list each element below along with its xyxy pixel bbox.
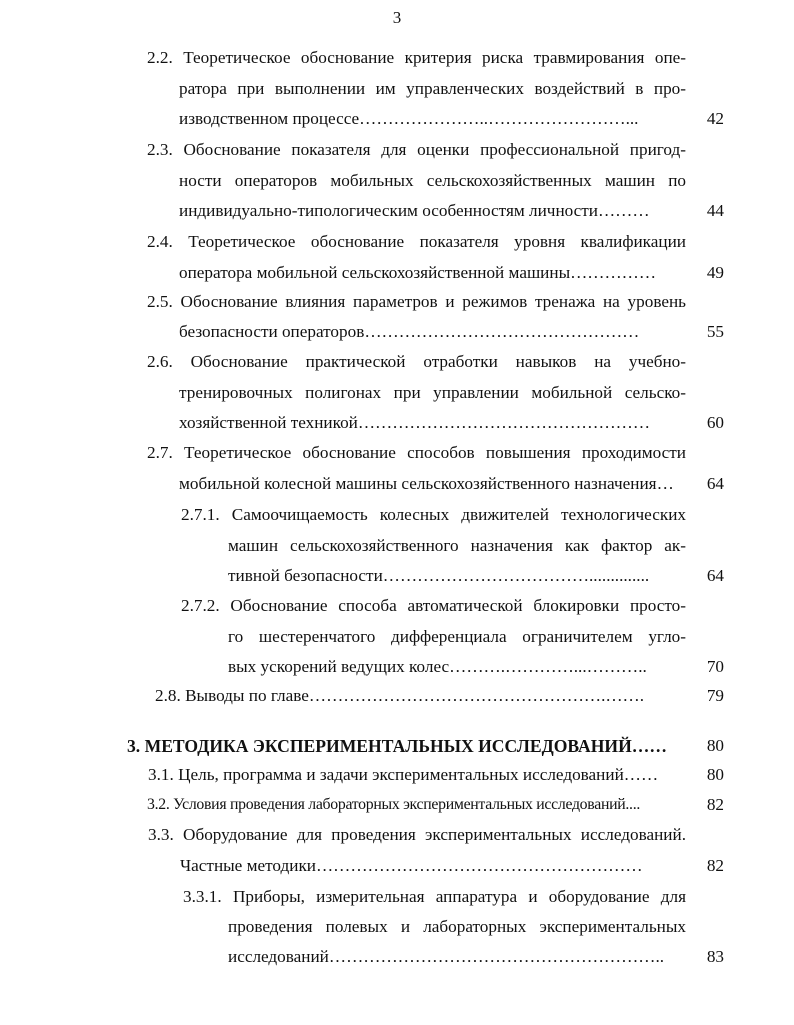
toc-entry-line: тивной безопасности……………………………….............. (228, 566, 650, 585)
toc-entry-line: го шестеренчатого дифференциала ограничителем угло- (228, 626, 686, 646)
toc-entry-line: мобильной колесной машины сельскохозяйственного назначения… (179, 473, 674, 493)
toc-entry-page: 70 (706, 657, 724, 676)
toc-entry-page: 82 (706, 855, 724, 875)
toc-entry-line: 2.7.1. Самоочищаемость колесных движителей технологических (181, 505, 686, 524)
page-number: 3 (392, 8, 402, 27)
toc-entry-line: 3.3.1. Приборы, измерительная аппаратура и оборудование для (183, 887, 686, 906)
toc-entry-page: 64 (706, 473, 724, 493)
toc-entry-page: 42 (706, 109, 724, 129)
toc-entry-line: проведения полевых и лабораторных экспериментальных (228, 917, 686, 936)
toc-entry-page: 49 (706, 262, 724, 282)
toc-entry-line: 2.2. Теоретическое обоснование критерия риска травмирования опе- (147, 48, 686, 67)
toc-entry-page: 79 (706, 686, 724, 705)
toc-entry-line: хозяйственной техникой…………………………………………… (179, 413, 651, 432)
toc-entry-page: 60 (706, 413, 724, 432)
toc-entry-line: 2.6. Обоснование практической отработки навыков на учебно- (147, 352, 686, 371)
toc-entry-line: машин сельскохозяйственного назначения как фактор ак- (228, 535, 686, 555)
toc-entry-line: исследований………………………………………………….. (228, 947, 665, 966)
toc-entry-page: 82 (706, 795, 724, 814)
toc-entry-line: оператора мобильной сельскохозяйственной машины…………… (179, 262, 657, 282)
toc-entry-line: изводственном процессе…………………..……………………... (179, 109, 639, 129)
toc-entry-page: 83 (706, 947, 724, 966)
toc-entry-line: 3. МЕТОДИКА ЭКСПЕРИМЕНТАЛЬНЫХ ИССЛЕДОВАНИЙ…… (127, 736, 667, 756)
toc-entry-page: 44 (706, 201, 724, 221)
toc-entry-line: 3.1. Цель, программа и задачи экспериментальных исследований…… (148, 765, 659, 784)
toc-entry-line: 2.5. Обоснование влияния параметров и режимов тренажа на уровень (147, 292, 686, 311)
toc-entry-line: 3.3. Оборудование для проведения экспериментальных исследований. (148, 825, 686, 844)
toc-entry-line: тренировочных полигонах при управлении мобильной сельско- (179, 382, 686, 402)
toc-entry-line: Частные методики………………………………………………… (180, 855, 643, 875)
toc-entry-line: 2.7.2. Обоснование способа автоматической блокировки просто- (181, 596, 686, 615)
toc-entry-line: 2.7. Теоретическое обоснование способов повышения проходимости (147, 443, 686, 462)
toc-entry-line: 2.4. Теоретическое обоснование показателя уровня квалификации (147, 232, 686, 251)
toc-entry-page: 55 (706, 322, 724, 341)
toc-entry-line: ратора при выполнении им управленческих воздействий в про- (179, 78, 686, 98)
toc-entry-line: ности операторов мобильных сельскохозяйственных машин по (179, 170, 686, 190)
toc-entry-line: индивидуально-типологическим особенностям личности……… (179, 201, 650, 221)
toc-entry-line: вых ускорений ведущих колес……….…………...……….. (228, 657, 647, 676)
toc-entry-line: 2.3. Обоснование показателя для оценки профессиональной пригод- (147, 140, 686, 159)
toc-entry-line: безопасности операторов………………………………………… (179, 322, 640, 341)
toc-entry-line: 3.2. Условия проведения лабораторных экспериментальных исследований.... (147, 796, 641, 813)
toc-entry-line: 2.8. Выводы по главе…………………………………………….……. (155, 686, 645, 705)
toc-entry-page: 80 (706, 765, 724, 784)
toc-entry-page: 64 (706, 566, 724, 585)
toc-entry-page: 80 (706, 736, 724, 755)
